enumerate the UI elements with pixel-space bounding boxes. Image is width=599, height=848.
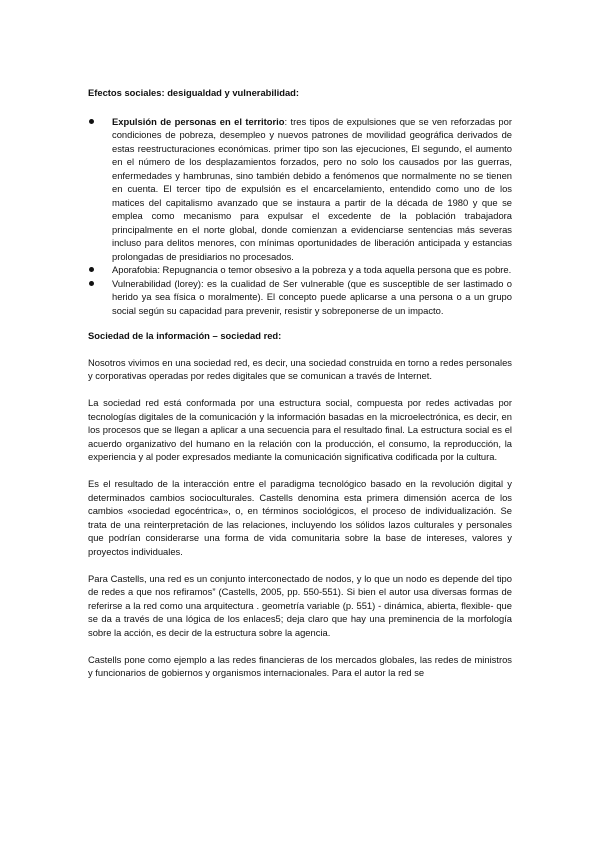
paragraph: Nosotros vivimos en una sociedad red, es decir, una sociedad construida en torno a redes personales y corporativas operadas por redes digitales que se comunican a través de Internet. (88, 356, 512, 381)
bullet-list (88, 115, 512, 318)
section-heading-network-society: Sociedad de la información – sociedad red: (88, 330, 282, 341)
section-heading-effects: Efectos sociales: desigualdad y vulnerabilidad: (88, 87, 300, 98)
bullet-dot-icon (89, 281, 94, 286)
bullet-term: Expulsión de personas en el territorio (112, 115, 285, 127)
bullet-item-expulsion (88, 115, 512, 264)
bullet-dot-icon (89, 119, 94, 124)
bullet-dot-icon (89, 267, 94, 272)
paragraph: La sociedad red está conformada por una estructura social, compuesta por redes activadas por tecnologías digitales de la comunicación y la información basadas en la microelectrónica, es decir, en los procesos que se llegan a aplicar a una secuencia para el resultado final. La estructura social es el acuerdo organizativo del humano en la relación con la producción, el consumo, la reproducción, la experiencia y al poder expresados mediante la comunicación significativa codificada por la cultura. (88, 397, 512, 462)
paragraph: Castells pone como ejemplo a las redes financieras de los mercados globales, las redes de ministros y funcionarios de gobiernos y organismos internacionales. Para el autor la red se (88, 653, 512, 678)
bullet-text: Vulnerabilidad (lorey): es la cualidad de Ser vulnerable (que es susceptible de ser lastimado o herido ya sea física o moralmente). El concepto puede aplicarse a una persona o a un grupo social según su capacidad para prevenir, resistir y sobreponerse de un impacto. (112, 277, 512, 316)
bullet-item-vulnerabilidad (88, 277, 512, 318)
bullet-text: : tres tipos de expulsiones que se ven reforzadas por condiciones de pobreza, desempleo y nuevos patrones de movilidad geográfica derivados de estas reestructuraciones económicas. primer tipo son las ejecuciones, El segundo, el aumento en el número de los desplazamientos forzados, pero no solo los causados por las guerras, enfermedades y hambrunas, sino también debido a fenómenos que normalmente no se tienen en cuenta. El tercer tipo de expulsión es el encarcelamiento, entendido como uno de los matices del capitalismo avanzado que se instaura a partir de la década de 1980 y que se emplea como mecanismo para expulsar el excedente de la población trabajadora principalmente en el norte global, donde comienzan a evidenciarse sentencias más severas incluso para delitos menores, con mínimas oportunidades de liberación anticipada y estancias prolongadas de presidiarios no procesados. (112, 115, 512, 262)
bullet-text: Aporafobia: Repugnancia o temor obsesivo a la pobreza y a toda aquella persona que es pobre. (112, 264, 512, 275)
paragraph: Para Castells, una red es un conjunto interconectado de nodos, y lo que un nodo es depende del tipo de redes a que nos refiramos” (Castells, 2005, pp. 550-551). Si bien el autor usa diversas formas de referirse a la red como una arquitectura . geometría variable (p. 551) - dinámica, abierta, flexible- que se da a través de una lógica de los enlaces5; deja claro que hay una preminencia de la morfología sobre la acción, es decir de la estructura sobre la agencia. (88, 572, 512, 638)
paragraph: Es el resultado de la interacción entre el paradigma tecnológico basado en la revolución digital y determinados cambios socioculturales. Castells denomina esta primera dimensión acerca de los cambios «sociedad egocéntrica», o, en términos sociológicos, el proceso de individualización. Se trata de una reinterpretación de las relaciones, incluyendo los sólidos lazos culturales y personales que podrían considerarse una forma de vida comunitaria sobre la base de intereses, valores y proyectos individuales. (88, 478, 512, 557)
document-content (88, 86, 512, 693)
bullet-item-aporafobia (88, 263, 512, 277)
